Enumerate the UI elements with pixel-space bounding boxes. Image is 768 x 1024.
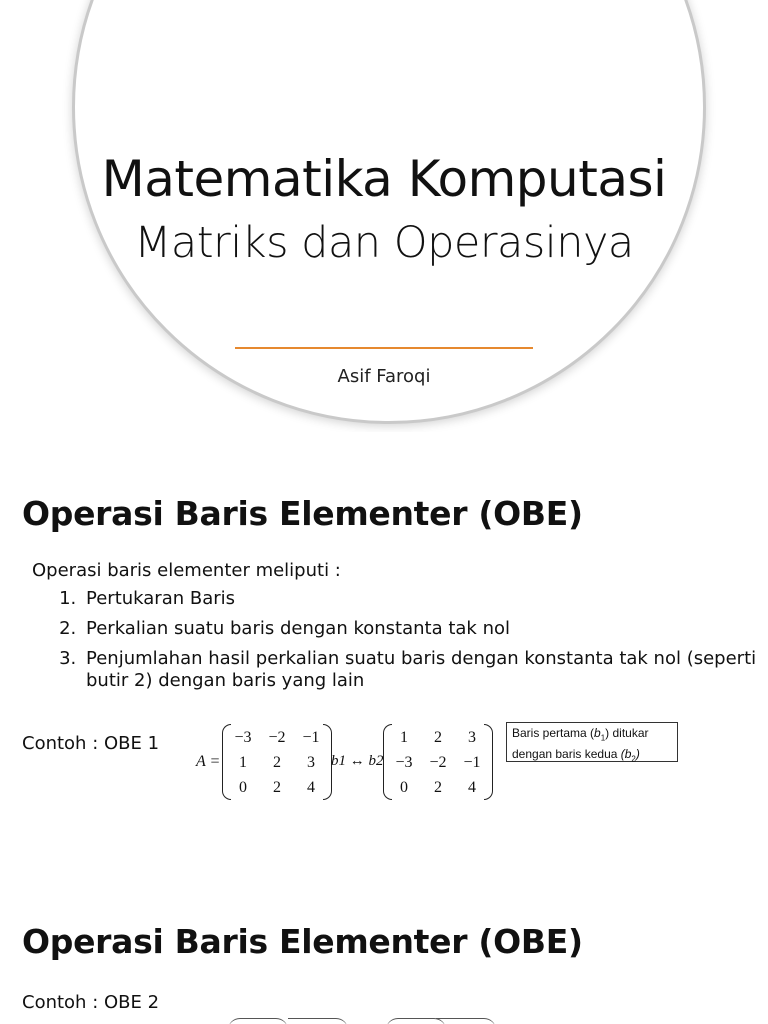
matrix-cell: 3 [468,729,476,746]
decorative-circle [72,0,706,424]
matrix-cell: 4 [307,779,315,796]
matrix-bracket-top [288,1018,348,1024]
list-item: 1. Pertukaran Baris [82,588,768,610]
matrix-bracket-top [228,1018,288,1024]
annotation-line-2: dengan baris kedua $(b_2)$ [512,747,640,764]
matrix-cell: 4 [468,779,476,796]
slide-heading: Operasi Baris Elementer (OBE) [22,494,583,533]
title-slide [0,0,768,432]
row-swap-operation: b1 ↔ b2 [331,753,384,769]
matrix-bracket-top [436,1018,496,1024]
matrix-name: A = [196,753,221,770]
matrix-cell: −1 [302,729,320,746]
list-item: 3. Penjumlahan hasil perkalian suatu baris dengan konstanta tak nol (seperti butir 2) dengan baris yang lain [82,648,768,692]
annotation-line-1: Baris pertama $(b_1)$ ditukar [512,726,649,743]
matrix-cell: 0 [400,779,408,796]
annotation-box [506,722,678,762]
operation-list [36,588,768,700]
matrix-after [383,724,493,800]
divider-line [235,347,533,349]
matrix-cell: −3 [234,729,252,746]
matrix-cell: 2 [273,779,281,796]
list-item: 2. Perkalian suatu baris dengan konstanta tak nol [82,618,768,640]
obe-slide-2 [0,888,768,1024]
matrix-cell: −3 [395,754,413,771]
matrix-cell: 3 [307,754,315,771]
obe-slide [0,444,768,876]
matrix-cell: 2 [273,754,281,771]
matrix-cell: −2 [268,729,286,746]
matrix-cell: −1 [463,754,481,771]
presentation-subtitle: Matriks dan Operasinya [134,218,634,268]
slide-heading: Operasi Baris Elementer (OBE) [22,922,583,961]
intro-text: Operasi baris elementer meliputi : [32,560,341,581]
matrix-cell: 1 [239,754,247,771]
author-name: Asif Faroqi [337,366,431,387]
matrix-cell: −2 [429,754,447,771]
matrix-cell: 2 [434,729,442,746]
presentation-title: Matematika Komputasi [101,150,667,208]
matrix-before [222,724,332,800]
matrix-cell: 0 [239,779,247,796]
example-label: Contoh : OBE 1 [22,733,160,754]
matrix-cell: 1 [400,729,408,746]
example-label: Contoh : OBE 2 [22,992,160,1013]
matrix-cell: 2 [434,779,442,796]
